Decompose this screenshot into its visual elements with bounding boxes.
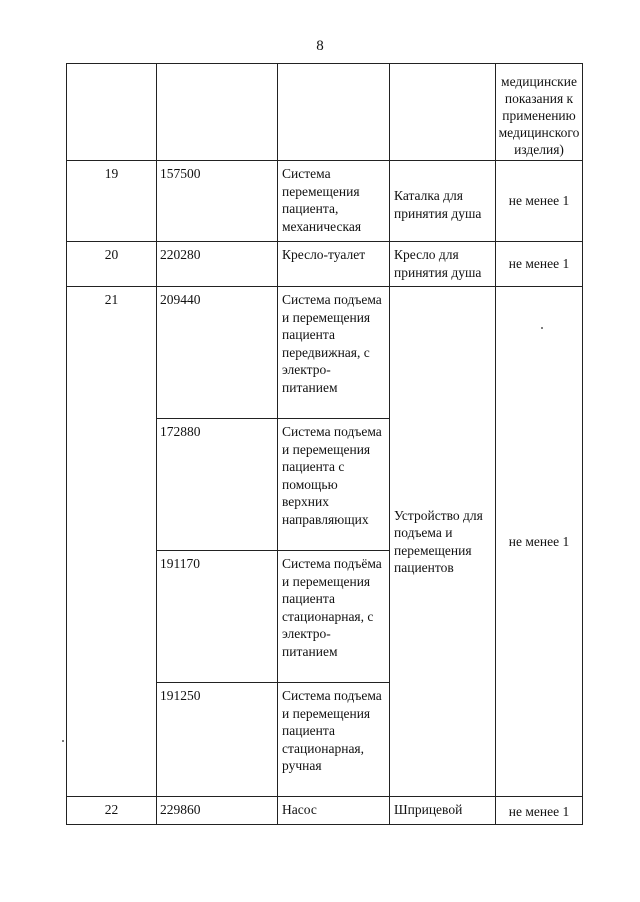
row-code: 220280 bbox=[157, 242, 278, 287]
row-name: Система подъёма и перемещения пациента стационарная, с электро-питанием bbox=[278, 551, 390, 683]
row-name: Кресло-туалет bbox=[278, 242, 390, 287]
header-cell-num bbox=[67, 64, 157, 161]
row-name: Система перемещения пациента, механическая bbox=[278, 161, 390, 242]
header-cell-type bbox=[390, 64, 496, 161]
row-number: 19 bbox=[67, 161, 157, 242]
row-number: 21 bbox=[67, 287, 157, 797]
scan-speck bbox=[62, 740, 64, 742]
table-row bbox=[67, 797, 583, 825]
row-number: 22 bbox=[67, 797, 157, 825]
row-code: 229860 bbox=[157, 797, 278, 825]
row-code: 172880 bbox=[157, 419, 278, 551]
table-row bbox=[67, 287, 583, 419]
header-cell-code bbox=[157, 64, 278, 161]
header-cell-qty bbox=[496, 64, 583, 161]
table-row bbox=[67, 161, 583, 242]
page-number: 8 bbox=[316, 38, 324, 54]
row-number: 20 bbox=[67, 242, 157, 287]
medical-equipment-table bbox=[66, 63, 583, 825]
row-qty: не менее 1 bbox=[496, 161, 583, 242]
table-header-continuation-row bbox=[67, 64, 583, 161]
row-name: Система подъема и перемещения пациента стационарная, ручная bbox=[278, 683, 390, 797]
row-name: Насос bbox=[278, 797, 390, 825]
row-name: Система подъема и перемещения пациента передвижная, с электро-питанием bbox=[278, 287, 390, 419]
row-qty: не менее 1 bbox=[496, 797, 583, 825]
row-code: 157500 bbox=[157, 161, 278, 242]
row-code: 191250 bbox=[157, 683, 278, 797]
row-type: Кресло для принятия душа bbox=[390, 242, 496, 287]
row-code: 191170 bbox=[157, 551, 278, 683]
qty-note-text: медицинские показания к применению медицинского изделия) bbox=[498, 74, 580, 157]
row-qty: не менее 1 bbox=[496, 287, 583, 797]
row-name: Система подъема и перемещения пациента с помощью верхних направляющих bbox=[278, 419, 390, 551]
row-code: 209440 bbox=[157, 287, 278, 419]
row-qty: не менее 1 bbox=[496, 242, 583, 287]
scan-speck bbox=[541, 327, 543, 329]
row-type: Устройство для подъема и перемещения пациентов bbox=[390, 287, 496, 797]
header-cell-name bbox=[278, 64, 390, 161]
row-type: Шприцевой bbox=[390, 797, 496, 825]
table-row bbox=[67, 242, 583, 287]
row-type: Каталка для принятия душа bbox=[390, 161, 496, 242]
